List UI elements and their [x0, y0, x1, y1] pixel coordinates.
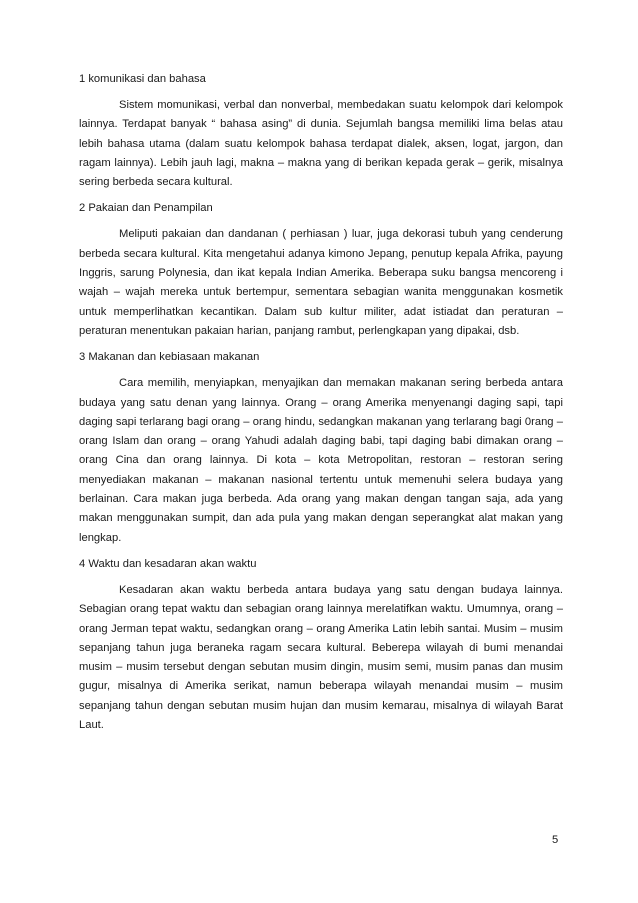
page-number: 5 — [552, 834, 559, 846]
section-heading: 3 Makanan dan kebiasaan makanan — [79, 351, 260, 364]
section-paragraph: Sistem momunikasi, verbal dan nonverbal, membedakan suatu kelompok dari kelompok lainnya. Terdapat banyak “ bahasa asing” di dunia. Sejumlah bangsa memiliki lima belas atau lebih bahasa utama (dalam suatu kelompok bahasa terdapat dialek, aksen, logat, jargon, dan ragam lainnya). Lebih jauh lagi, makna – makna yang di berikan kepada gerak – gerik, misalnya sering berbeda secara kultural. — [79, 99, 563, 189]
section-paragraph: Kesadaran akan waktu berbeda antara budaya yang satu dengan budaya lainnya. Sebagian orang tepat waktu dan sebagian orang lainnya merelatifkan waktu. Umumnya, orang – orang Jerman tepat waktu, sedangkan orang – orang Amerika Latin lebih santai. Musim – musim sepanjang tahun juga beraneka ragam secara kultural. Beberepa wilayah di bumi menandai musim – musim tersebut dengan sebutan musim dingin, musim semi, musim panas dan musim gugur, misalnya di Amerika serikat, namun beberapa wilayah menandai musim – musim sepanjang tahun dengan sebutan musim hujan dan musim kemarau, misalnya di wilayah Barat Laut. — [79, 583, 563, 732]
section-heading: 2 Pakaian dan Penampilan — [79, 202, 213, 215]
section-makanan — [79, 348, 563, 548]
section-heading: 4 Waktu dan kesadaran akan waktu — [79, 557, 257, 570]
section-paragraph: Cara memilih, menyiapkan, menyajikan dan memakan makanan sering berbeda antara budaya yang satu denan yang lainnya. Orang – orang Amerika menyenangi daging sapi, tapi daging sapi terlarang bagi orang – orang hindu, sedangkan makanan yang terlarang bagi 0rang – orang Islam dan orang – orang Yahudi adalah daging babi, tapi daging babi dimakan orang – orang Cina dan orang lainnya. Di kota – kota Metropolitan, restoran – restoran sering menyediakan makanan – makanan nasional tertentu untuk memenuhi selera budaya yang berlainan. Cara makan juga berbeda. Ada orang yang makan dengan tangan saja, ada yang makan menggunakan sumpit, dan ada pula yang makan dengan seperangkat alat makan yang lengkap. — [79, 377, 563, 544]
document-page — [79, 70, 563, 742]
section-komunikasi — [79, 70, 563, 192]
section-pakaian — [79, 199, 563, 341]
section-paragraph: Meliputi pakaian dan dandanan ( perhiasan ) luar, juga dekorasi tubuh yang cenderung berbeda secara kultural. Kita mengetahui adanya kimono Jepang, penutup kepala Afrika, payung Inggris, sarung Polynesia, dan ikat kepala Indian Amerika. Beberapa suku bangsa mencoreng i wajah – wajah mereka untuk bertempur, sementara sebagian wanita menggunakan kosmetik untuk memperlihatkan kecantikan. Dalam sub kultur militer, adat istiadat dan peraturan – peraturan menentukan pakaian harian, panjang rambut, perlengkapan yang dipakai, dsb. — [79, 228, 563, 337]
section-heading: 1 komunikasi dan bahasa — [79, 73, 206, 85]
section-waktu — [79, 555, 563, 735]
